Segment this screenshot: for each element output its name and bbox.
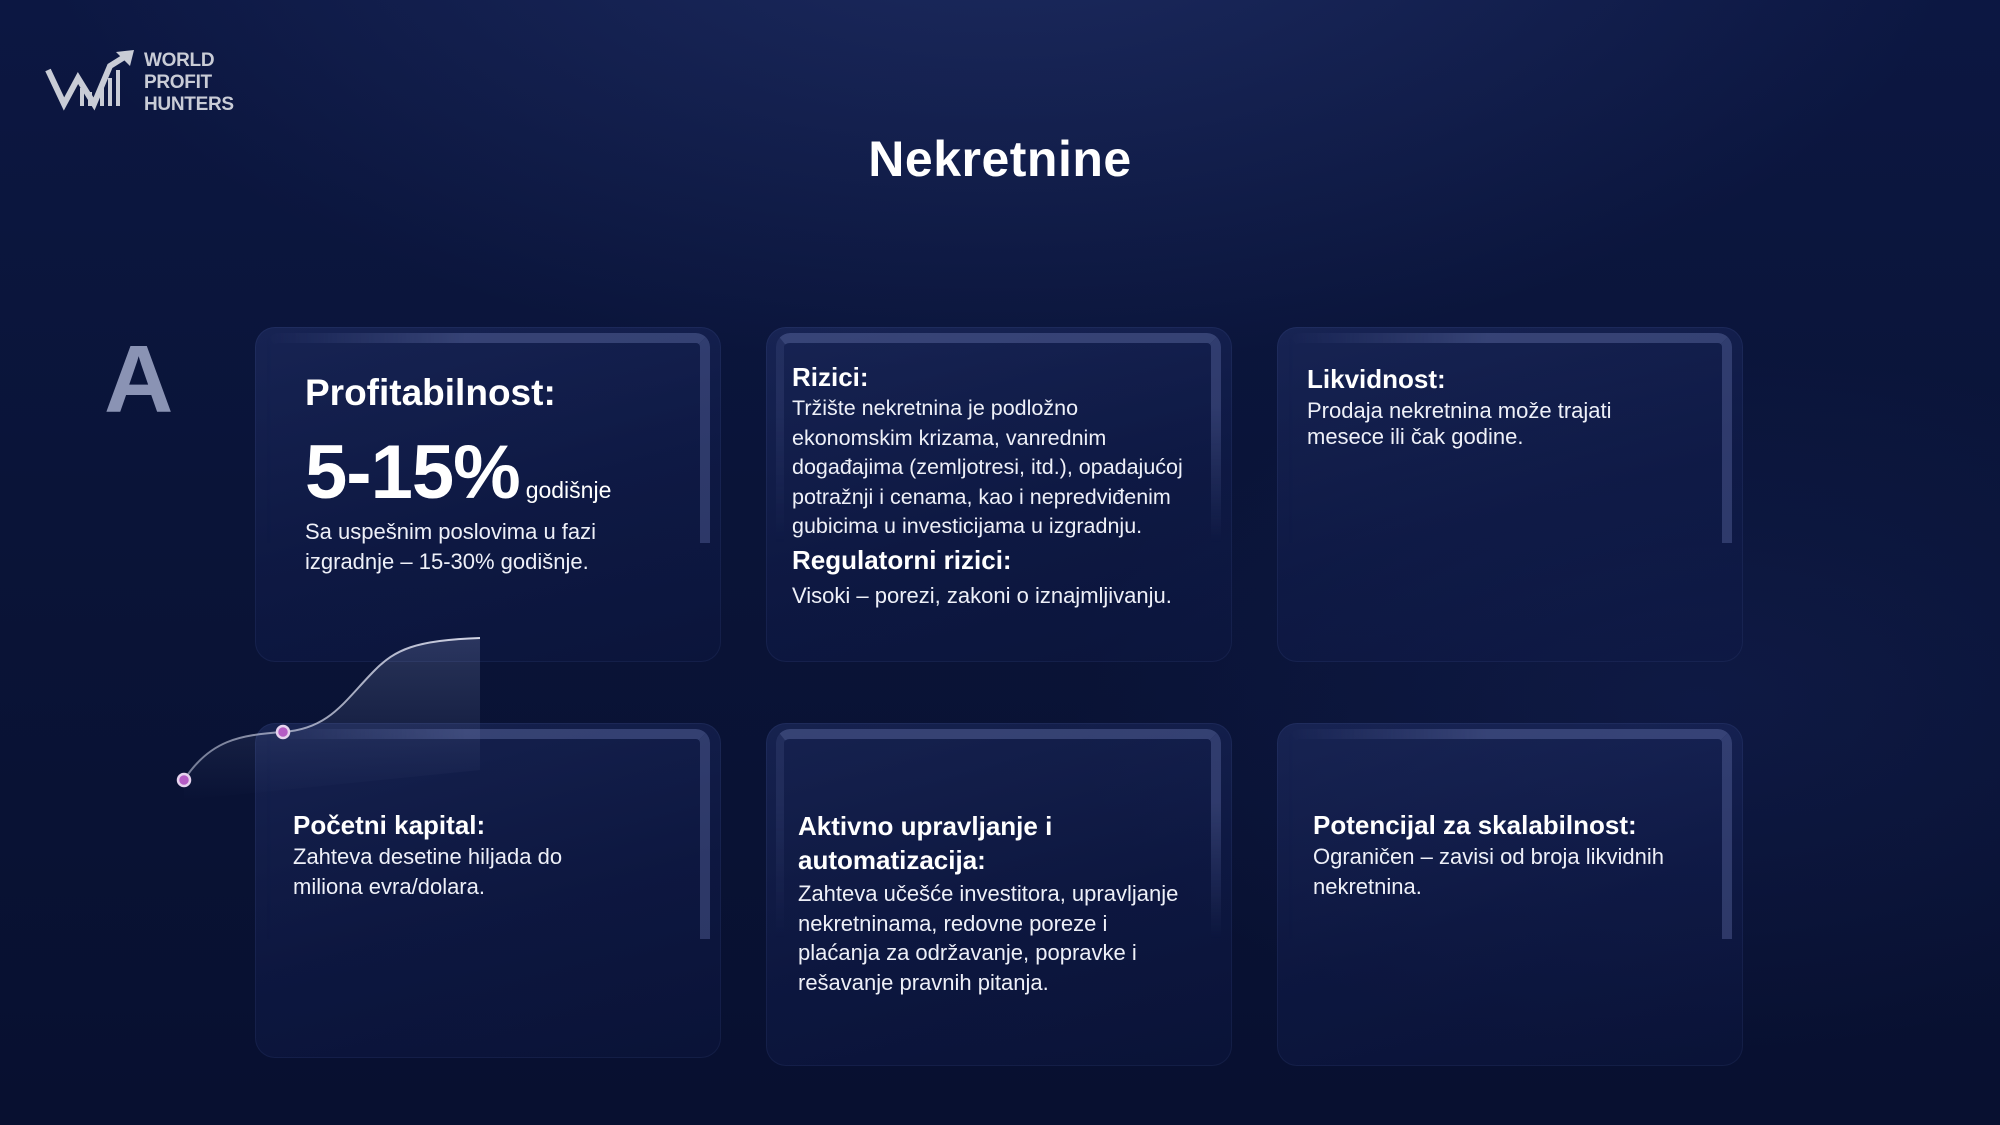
liquidity-text: Prodaja nekretnina može trajati mesece ili čak godine.: [1307, 398, 1612, 449]
profitability-card: [255, 327, 721, 662]
management-heading: Aktivno upravljanje i automatizacija:: [798, 811, 1053, 875]
curve-point: [277, 726, 289, 738]
card-content: [798, 809, 1188, 997]
regulatory-risks-text: Visoki – porezi, zakoni o iznajmljivanju.: [792, 582, 1172, 608]
liquidity-card: [1277, 327, 1743, 662]
profitability-value: 5-15%: [305, 430, 520, 515]
profitability-unit: godišnje: [525, 477, 612, 503]
capital-text: Zahteva desetine hiljada do miliona evra/dolara.: [293, 844, 563, 899]
curve-point: [178, 774, 190, 786]
decorative-curve: [170, 630, 490, 810]
page-title: Nekretnine: [868, 131, 1132, 187]
card-content: [792, 361, 1202, 610]
chart-arrow-logo-icon: [44, 48, 136, 112]
regulatory-risks-heading: Regulatorni rizici:: [792, 544, 1012, 575]
card-content: [1307, 363, 1667, 450]
risks-card: [766, 327, 1232, 662]
liquidity-heading: Likvidnost:: [1307, 364, 1446, 394]
logo-text: [144, 50, 234, 116]
section-letter: A: [104, 326, 174, 433]
logo-line-hunters: HUNTERS: [144, 94, 234, 115]
risks-text: Tržište nekretnina je podložno ekonomskim krizama, vanrednim događajima (zemljotresi, itd.), opadajućoj potražnji i cenama, kao i nepredviđenim gubicima u investicijama u izgradnju.: [792, 396, 1183, 538]
profitability-heading: Profitabilnost:: [305, 372, 556, 413]
scalability-heading: Potencijal za skalabilnost:: [1313, 810, 1637, 840]
curve-area: [184, 638, 480, 800]
profitability-row: [305, 430, 701, 515]
card-content: [305, 371, 701, 576]
logo: [44, 48, 244, 118]
card-content: [1313, 809, 1713, 901]
scalability-text: Ograničen – zavisi od broja likvidnih nekretnina.: [1313, 844, 1664, 899]
capital-heading: Početni kapital:: [293, 810, 486, 840]
card-content: [293, 809, 613, 901]
logo-line-world: WORLD: [144, 50, 215, 71]
logo-line-profit: PROFIT: [144, 72, 212, 93]
management-text: Zahteva učešće investitora, upravljanje nekretninama, redovne poreze i plaćanja za održavanje, popravke i rešavanje pravnih pitanja.: [798, 881, 1179, 995]
profitability-note: Sa uspešnim poslovima u fazi izgradnje – 15-30% godišnje.: [305, 519, 597, 574]
scalability-card: [1277, 723, 1743, 1066]
risks-heading: Rizici:: [792, 362, 869, 392]
management-card: [766, 723, 1232, 1066]
